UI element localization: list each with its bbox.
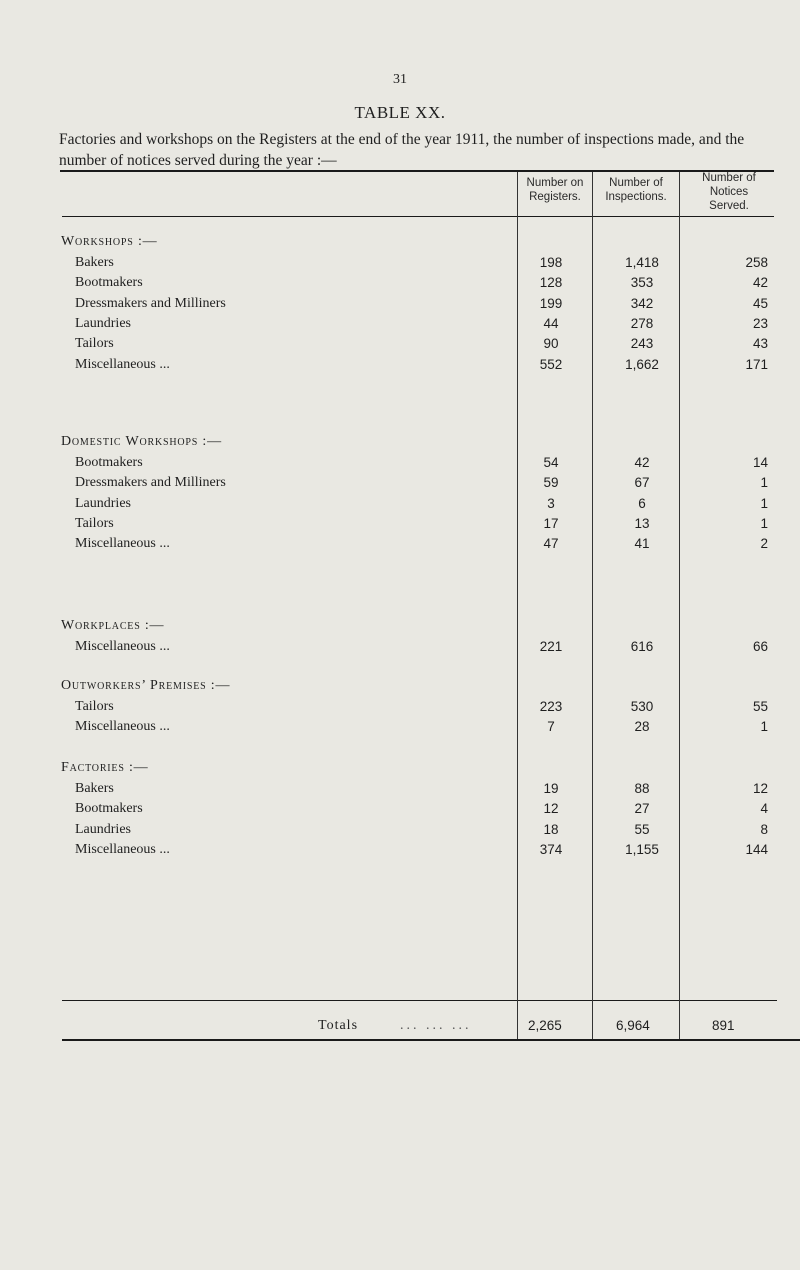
header-bottom-rule	[62, 216, 774, 217]
cell-registers: 47	[543, 536, 559, 552]
cell-registers: 3	[547, 495, 555, 511]
cell-registers: 374	[539, 841, 563, 857]
cell-registers: 19	[543, 781, 559, 796]
table-row	[0, 822, 800, 842]
cell-inspections: 616	[630, 639, 654, 654]
cell-registers: 7	[547, 719, 555, 735]
row-label: Dressmakers and Milliners	[75, 295, 226, 311]
cell-inspections: 1,418	[625, 255, 659, 270]
row-label: Bootmakers	[75, 455, 143, 470]
col-head-registers: Number on Registers.	[526, 177, 584, 203]
table-row	[0, 781, 800, 801]
total-inspections: 6,964	[616, 1018, 650, 1033]
col-head-notices: Number of Notices Served.	[702, 172, 756, 212]
cell-inspections: 42	[634, 455, 650, 470]
cell-inspections: 55	[634, 821, 650, 837]
cell-registers: 198	[539, 255, 563, 270]
table-row	[0, 699, 800, 719]
table-row	[0, 516, 800, 536]
row-label: Laundries	[75, 315, 131, 331]
table-row	[0, 842, 800, 862]
row-label: Laundries	[75, 495, 131, 511]
cell-registers: 18	[543, 821, 559, 837]
cell-inspections: 6	[638, 495, 646, 511]
totals-top-rule	[62, 1000, 777, 1001]
total-notices: 891	[712, 1018, 735, 1033]
cell-notices: 4	[760, 801, 768, 817]
row-label: Miscellaneous ...	[75, 356, 170, 372]
cell-registers: 221	[539, 639, 563, 654]
cell-notices: 1	[760, 495, 768, 511]
cell-notices: 14	[752, 455, 768, 470]
top-rule	[60, 170, 774, 172]
section-heading: Factories :—	[61, 760, 149, 775]
cell-inspections: 278	[630, 315, 654, 331]
cell-registers: 223	[539, 699, 563, 714]
table-row	[0, 336, 800, 356]
row-label: Miscellaneous ...	[75, 841, 170, 857]
cell-inspections: 1,155	[625, 841, 659, 857]
row-label: Tailors	[75, 699, 114, 714]
cell-notices: 55	[752, 699, 768, 714]
cell-notices: 1	[760, 515, 768, 531]
cell-inspections: 13	[634, 515, 650, 531]
cell-registers: 199	[539, 295, 563, 311]
cell-inspections: 67	[634, 475, 650, 491]
row-label: Bootmakers	[75, 801, 143, 817]
col-head-inspections: Number of Inspections.	[605, 177, 667, 203]
page-number: 31	[393, 72, 407, 87]
section-heading: Workshops :—	[61, 234, 158, 249]
row-label: Bakers	[75, 255, 114, 270]
table-row	[0, 639, 800, 659]
table-row	[0, 255, 800, 275]
totals-dots: ... ... ...	[400, 1018, 472, 1033]
cell-inspections: 88	[634, 781, 650, 796]
bottom-rule	[62, 1039, 800, 1041]
cell-registers: 90	[543, 336, 559, 352]
cell-inspections: 530	[630, 699, 654, 714]
cell-registers: 59	[543, 475, 559, 491]
cell-notices: 42	[752, 275, 768, 291]
row-label: Tailors	[75, 336, 114, 352]
cell-notices: 144	[745, 841, 768, 857]
cell-notices: 45	[752, 295, 768, 311]
row-label: Miscellaneous ...	[75, 639, 170, 654]
cell-notices: 258	[745, 255, 768, 270]
cell-registers: 552	[539, 356, 563, 372]
table-row	[0, 275, 800, 295]
cell-notices: 8	[760, 821, 768, 837]
table-row	[0, 801, 800, 821]
table-row	[0, 296, 800, 316]
cell-inspections: 353	[630, 275, 654, 291]
table-row	[0, 316, 800, 336]
row-label: Laundries	[75, 821, 131, 837]
total-registers: 2,265	[528, 1018, 562, 1033]
cell-notices: 1	[760, 475, 768, 491]
cell-inspections: 41	[634, 536, 650, 552]
table-row	[0, 357, 800, 377]
cell-inspections: 1,662	[625, 356, 659, 372]
cell-registers: 54	[543, 455, 559, 470]
cell-notices: 66	[752, 639, 768, 654]
section-heading: Workplaces :—	[61, 618, 165, 633]
cell-inspections: 342	[630, 295, 654, 311]
cell-registers: 44	[543, 315, 559, 331]
cell-registers: 17	[543, 515, 559, 531]
table-row	[0, 536, 800, 556]
table-row	[0, 455, 800, 475]
table-caption: Factories and workshops on the Registers at the end of the year 1911, the number of inspections made, and the number of notices served during the year :—	[59, 131, 745, 169]
totals-label: Totals	[318, 1018, 359, 1033]
section-heading: Outworkers’ Premises :—	[61, 678, 231, 693]
cell-inspections: 28	[634, 719, 650, 735]
cell-notices: 12	[752, 781, 768, 796]
section-heading: Domestic Workshops :—	[61, 434, 222, 449]
table-title: TABLE XX.	[354, 103, 446, 122]
row-label: Miscellaneous ...	[75, 719, 170, 735]
cell-inspections: 27	[634, 801, 650, 817]
row-label: Miscellaneous ...	[75, 536, 170, 552]
cell-notices: 23	[752, 315, 768, 331]
cell-inspections: 243	[630, 336, 654, 352]
cell-registers: 128	[539, 275, 563, 291]
row-label: Dressmakers and Milliners	[75, 475, 226, 491]
cell-notices: 1	[760, 719, 768, 735]
row-label: Tailors	[75, 515, 114, 531]
cell-notices: 43	[752, 336, 768, 352]
table-row	[0, 475, 800, 495]
table-row	[0, 496, 800, 516]
cell-notices: 171	[745, 356, 768, 372]
table-row	[0, 719, 800, 739]
row-label: Bakers	[75, 781, 114, 796]
row-label: Bootmakers	[75, 275, 143, 291]
cell-registers: 12	[543, 801, 559, 817]
cell-notices: 2	[760, 536, 768, 552]
